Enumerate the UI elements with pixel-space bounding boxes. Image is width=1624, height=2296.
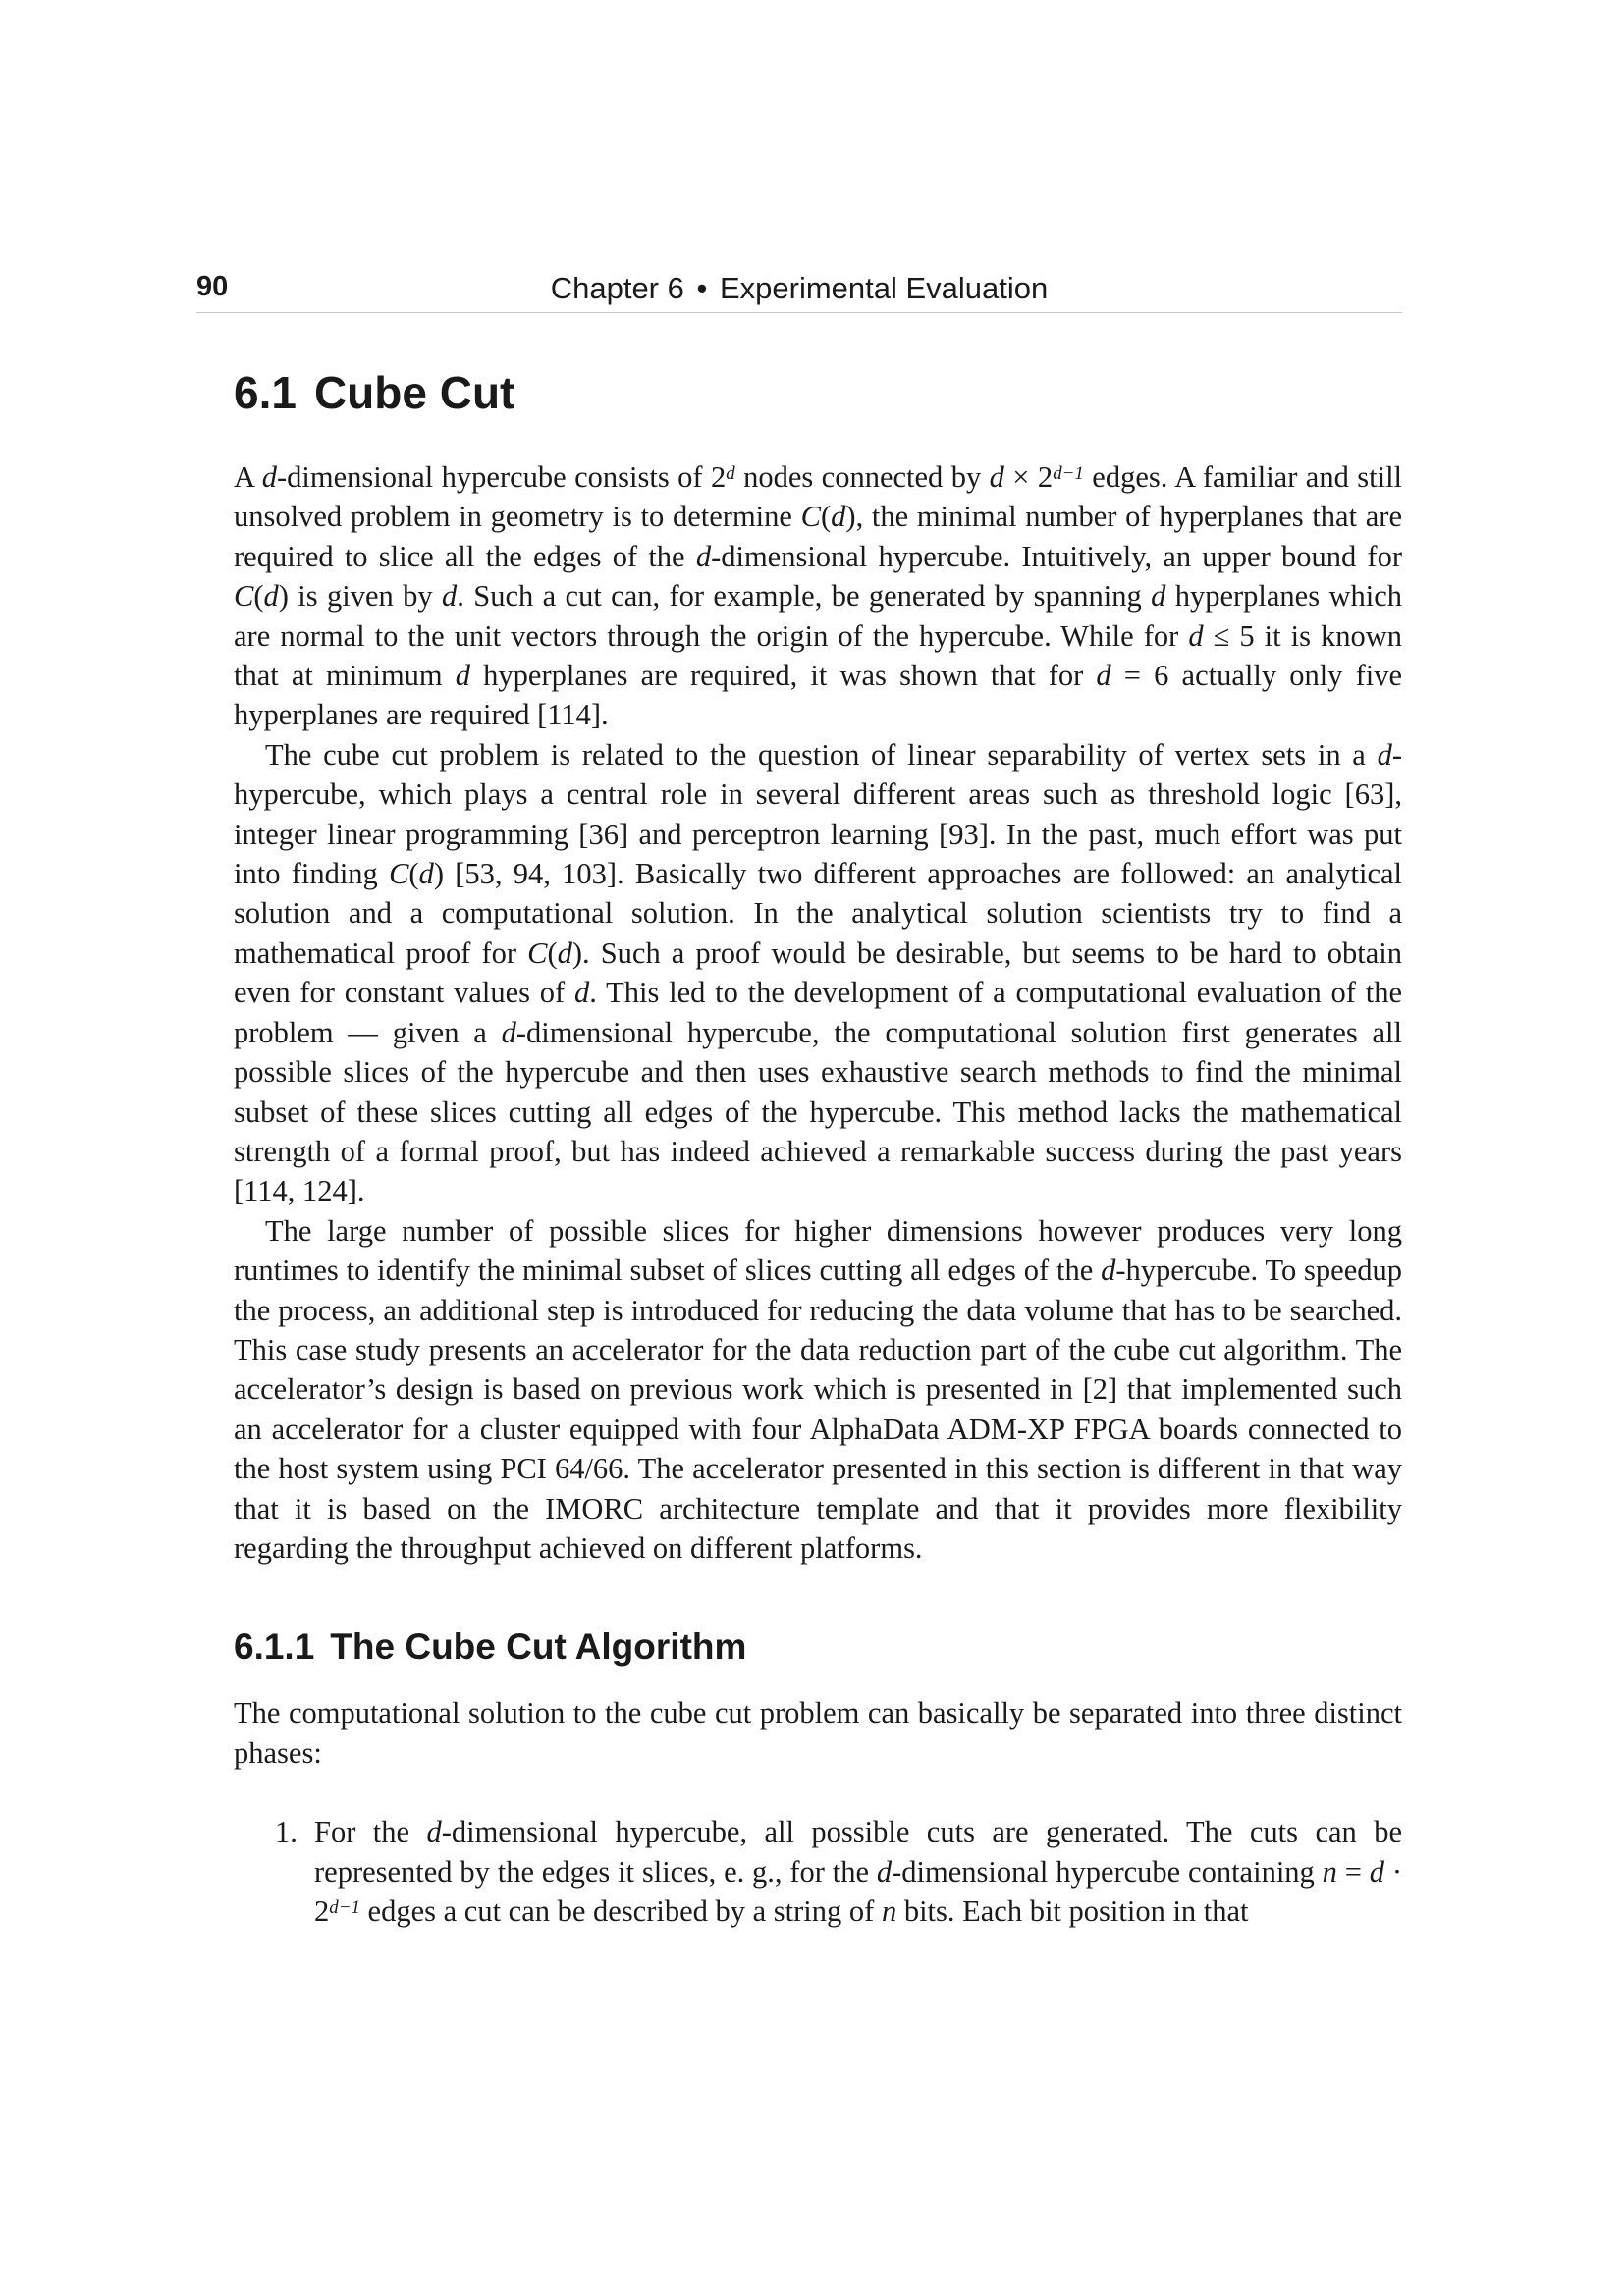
chapter-name: Experimental Evaluation: [719, 271, 1049, 305]
body-text: [234, 353, 1402, 1931]
header-bullet: •: [696, 271, 708, 305]
paragraph-3: The large number of possible slices for higher dimensions however produces very long runtimes to identify the minimal subset of slices cutting all edges of the d-hypercube. To speedup the process, an additional step is introduced for reducing the data volume that has to be searched. This case study presents an accelerator for the data reduction part of the cube cut algorithm. The accelerator’s design is based on previous work which is presented in [2] that implemented such an accelerator for a cluster equipped with four AlphaData ADM-XP FPGA boards connected to the host system using PCI 64/66. The accelerator presented in this section is different in that way that it is based on the IMORC architecture template and that it provides more flexibility regarding the throughput achieved on different platforms.: [234, 1213, 1402, 1565]
subsection-title: The Cube Cut Algorithm: [330, 1627, 747, 1668]
section-title: Cube Cut: [313, 367, 515, 418]
running-header: [196, 265, 1402, 313]
chapter-title: [196, 271, 1402, 306]
list-item: 1. For the d-dimensional hypercube, all possible cuts are generated. The cuts can be represented by the edges it slices, e. g., for the d-dimensional hypercube containing $n = d \cdot 2^{d-1}$ edges a cut can be described by a string of n bits. Each bit position in that: [234, 1812, 1402, 1931]
chapter-label: Chapter 6: [550, 271, 684, 305]
subsection-number: 6.1.1: [234, 1627, 315, 1668]
paragraph-2: The cube cut problem is related to the question of linear separability of vertex sets in a d-hypercube, which plays a central role in several different areas such as threshold logic [63], integer linear programming [36] and perceptron learning [93]. In the past, much effort was put into finding C(d) [53, 94, 103]. Basically two different approaches are followed: an analytical solution and a computational solution. In the analytical solution scientists try to find a mathematical proof for C(d). Such a proof would be desirable, but seems to be hard to obtain even for constant values of d. This led to the development of a computational evaluation of the problem — given a d-dimensional hypercube, the computational solution first generates all possible slices of the hypercube and then uses exhaustive search methods to find the minimal subset of these slices cutting all edges of the hypercube. This method lacks the mathematical strength of a formal proof, but has indeed achieved a remarkable success during the past years [114, 124].: [234, 737, 1402, 1208]
paragraph-1: A d-dimensional hypercube consists of 2$^d$ nodes connected by $d \times 2^{d-1}$ edges. A familiar and still unsolved problem in geometry is to determine C(d), the minimal number of hyperplanes that are required to slice all the edges of the d-dimensional hypercube. Intuitively, an upper bound for C(d) is given by d. Such a cut can, for example, be generated by spanning d hyperplanes which are normal to the unit vectors through the origin of the hypercube. While for d ≤ 5 it is known that at minimum d hyperplanes are required, it was shown that for d = 6 actually only five hyperplanes are required [114].: [234, 460, 1403, 732]
page-number: 90: [196, 271, 229, 302]
paragraph-4: The computational solution to the cube cut problem can basically be separated into three distinct phases:: [234, 1696, 1402, 1770]
phase-list: [234, 1812, 1402, 1931]
subsection-heading: [234, 1623, 1402, 1672]
section-heading: [234, 363, 1402, 422]
list-item-number: 1.: [275, 1815, 298, 1849]
section-number: 6.1: [234, 367, 297, 418]
